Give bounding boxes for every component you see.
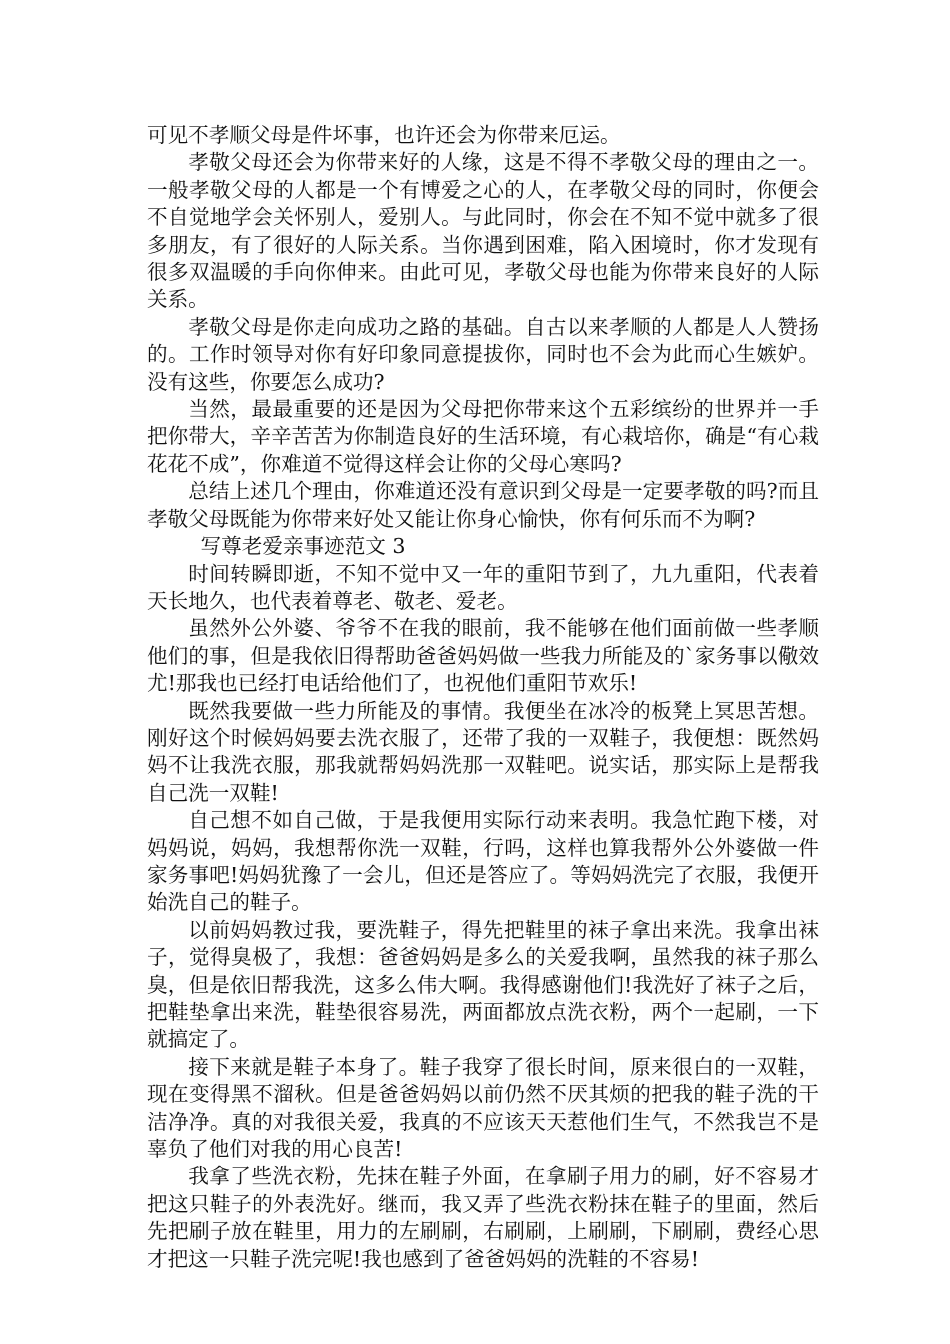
section-heading: 写尊老爱亲事迹范文 3 [200, 534, 406, 559]
paragraph: 时间转瞬即逝，不知不觉中又一年的重阳节到了，九九重阳，代表着天长地久，也代表着尊老、敬老、爱老。 [147, 561, 819, 613]
document-page [147, 122, 819, 1273]
paragraph: 接下来就是鞋子本身了。鞋子我穿了很长时间，原来很白的一双鞋，现在变得黑不溜秋。但是爸爸妈妈以前仍然不厌其烦的把我的鞋子洗的干洁净净。真的对我很关爱，我真的不应该天天惹他们生气，不然我岂不是辜负了他们对我的用心良苦! [147, 1054, 819, 1162]
paragraph: 总结上述几个理由，你难道还没有意识到父母是一定要孝敬的吗?而且孝敬父母既能为你带来好处又能让你身心愉快，你有何乐而不为啊? [147, 479, 819, 531]
paragraph: 当然，最最重要的还是因为父母把你带来这个五彩缤纷的世界并一手把你带大，辛辛苦苦为你制造良好的生活环境，有心栽培你，确是“有心栽花花不成”，你难道不觉得这样会让你的父母心寒吗? [147, 397, 819, 476]
paragraph: 虽然外公外婆、爷爷不在我的眼前，我不能够在他们面前做一些孝顺他们的事，但是我依旧得帮助爸爸妈妈做一些我力所能及的`家务事以儆效尤!那我也已经打电话给他们了，也祝他们重阳节欢乐! [147, 616, 819, 696]
paragraph: 自己想不如自己做，于是我便用实际行动来表明。我急忙跑下楼，对妈妈说，妈妈，我想帮你洗一双鞋，行吗，这样也算我帮外公外婆做一件家务事吧!妈妈犹豫了一会儿，但还是答应了。等妈妈洗完了衣服，我便开始洗自己的鞋子。 [147, 808, 819, 915]
paragraph: 孝敬父母还会为你带来好的人缘，这是不得不孝敬父母的理由之一。一般孝敬父母的人都是一个有博爱之心的人，在孝敬父母的同时，你便会不自觉地学会关怀别人，爱别人。与此同时，你会在不知不觉中就多了很多朋友，有了很好的人际关系。当你遇到困难，陷入困境时，你才发现有很多双温暖的手向你伸来。由此可见，孝敬父母也能为你带来良好的人际关系。 [147, 150, 819, 312]
paragraph: 我拿了些洗衣粉，先抹在鞋子外面，在拿刷子用力的刷，好不容易才把这只鞋子的外表洗好。继而，我又弄了些洗衣粉抹在鞋子的里面，然后先把刷子放在鞋里，用力的左刷刷，右刷刷，上刷刷，下刷刷，费经心思才把这一只鞋子洗完呢!我也感到了爸爸妈妈的洗鞋的不容易! [147, 1164, 819, 1271]
paragraph: 既然我要做一些力所能及的事情。我便坐在冰冷的板凳上冥思苦想。刚好这个时候妈妈要去洗衣服了，还带了我的一双鞋子，我便想：既然妈妈不让我洗衣服，那我就帮妈妈洗那一双鞋吧。说实话，那实际上是帮我自己洗一双鞋! [147, 698, 819, 805]
paragraph: 以前妈妈教过我，要洗鞋子，得先把鞋里的袜子拿出来洗。我拿出袜子，觉得臭极了，我想：爸爸妈妈是多么的关爱我啊，虽然我的袜子那么臭，但是依旧帮我洗，这多么伟大啊。我得感谢他们!我洗好了袜子之后，把鞋垫拿出来洗，鞋垫很容易洗，两面都放点洗衣粉，两个一起刷，一下就搞定了。 [147, 917, 819, 1052]
paragraph-continuation: 可见不孝顺父母是件坏事，也许还会为你带来厄运。 [147, 123, 621, 147]
paragraph: 孝敬父母是你走向成功之路的基础。自古以来孝顺的人都是人人赞扬的。工作时领导对你有好印象同意提拔你，同时也不会为此而心生嫉妒。没有这些，你要怎么成功? [147, 314, 819, 394]
